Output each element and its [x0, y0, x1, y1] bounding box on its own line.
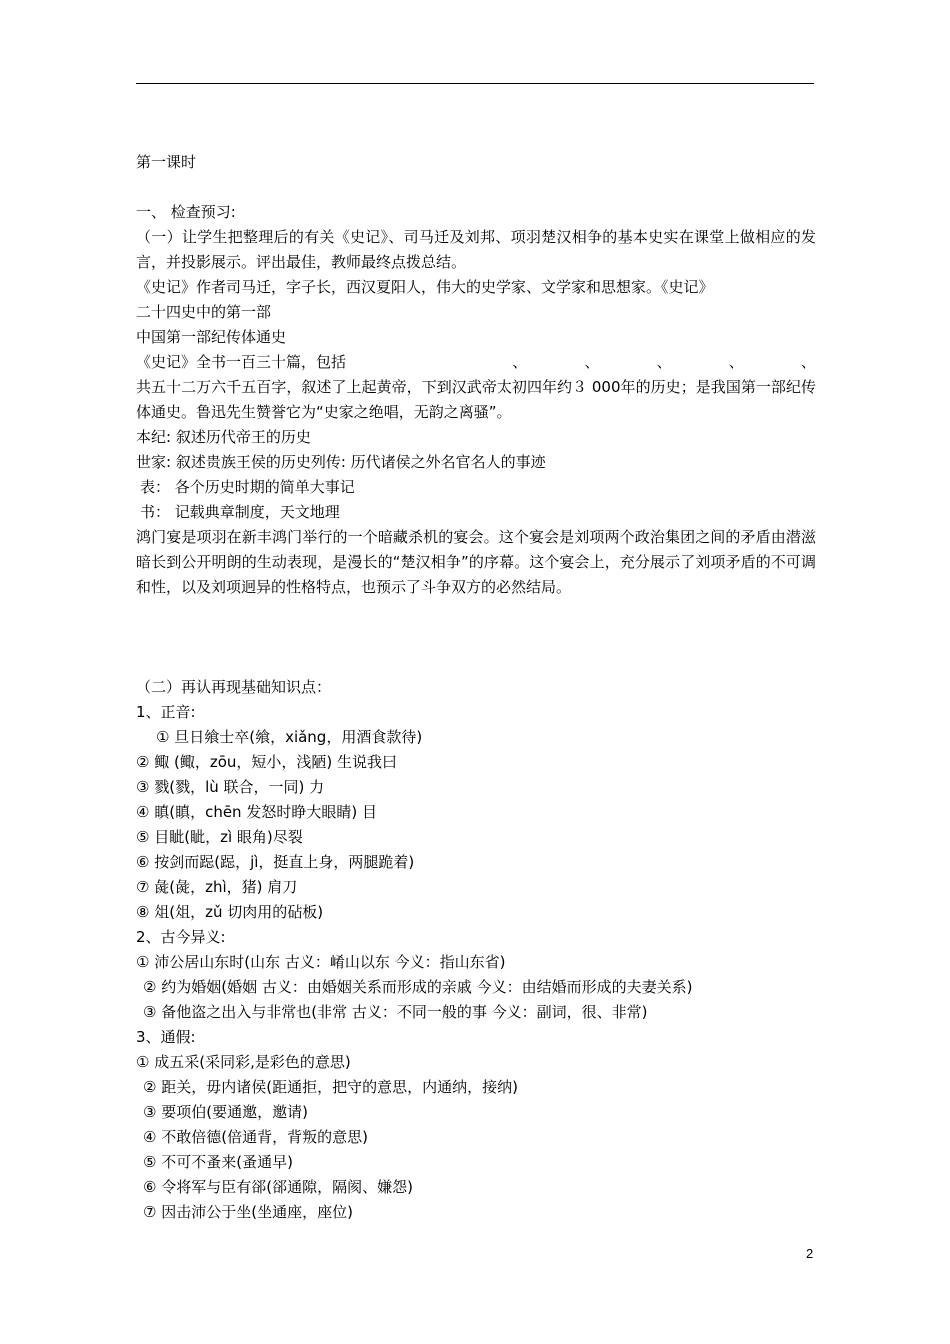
header-rule — [136, 83, 814, 84]
pronunciation-title: 1、正音: — [136, 703, 196, 721]
list-item: ② 距关，毋内诸侯(距通拒，把守的意思，内通纳，接纳) — [143, 1078, 518, 1096]
shiji-sections-row — [136, 350, 816, 375]
interchangeable-title: 3、通假: — [136, 1028, 196, 1046]
list-item: ① 成五采(采同彩,是彩色的意思) — [136, 1053, 351, 1071]
list-item: ③ 戮(戮，lù 联合，一同) 力 — [136, 778, 325, 796]
list-item: ① 沛公居山东时(山东 古义：崤山以东 今义：指山东省) — [136, 953, 506, 971]
list-item: ⑧ 俎(俎，zǔ 切肉用的砧板) — [136, 903, 324, 921]
list-item: ① 旦日飨士卒(飨，xiǎng，用酒食款待) — [156, 728, 423, 746]
sections-mark: 、 — [800, 353, 816, 371]
page-number: 2 — [806, 1246, 814, 1261]
sections-mark: 、 — [584, 353, 600, 371]
sections-mark: 、 — [728, 353, 744, 371]
first-general-history: 中国第一部纪传体通史 — [136, 328, 287, 346]
sections-mark: 、 — [512, 353, 528, 371]
list-item: ③ 备他盗之出入与非常也(非常 古义：不同一般的事 今义：副词，很、非常) — [143, 1003, 648, 1021]
shijia-line: 世家: 叙述贵族王侯的历史列传: 历代诸侯之外名官名人的事迹 — [136, 453, 546, 471]
shiji-sections-intro: 《史记》全书一百三十篇，包括 — [136, 353, 347, 371]
list-item: ② 鲰 (鲰，zōu，短小，浅陋) 生说我曰 — [136, 753, 398, 771]
list-item: ⑤ 不可不蚤来(蚤通早) — [143, 1153, 293, 1171]
biao-line: 表： 各个历史时期的简单大事记 — [140, 478, 355, 496]
sections-mark: 、 — [656, 353, 672, 371]
list-item: ③ 要项伯(要通邀，邀请) — [143, 1103, 308, 1121]
first-of-24-histories: 二十四史中的第一部 — [136, 303, 272, 321]
list-item: ⑥ 令将军与臣有郤(郤通隙，隔阂、嫌怨) — [143, 1178, 413, 1196]
shu-line: 书： 记载典章制度，天文地理 — [140, 503, 340, 521]
banquet-paragraph: 鸿门宴是项羽在新丰鸿门举行的一个暗藏杀机的宴会。这个宴会是刘项两个政治集团之间的矛盾由潜滋暗长到公开明朗的生动表现，是漫长的“楚汉相争”的序幕。这个宴会上，充分展示了刘项矛盾的不可调和性，以及刘项迥异的性格特点，也预示了斗争双方的必然结局。 — [136, 528, 816, 596]
list-item: ⑦ 彘(彘，zhì，猪) 肩刀 — [136, 878, 298, 896]
ancient-modern-title: 2、古今异义: — [136, 928, 226, 946]
benji-line: 本纪: 叙述历代帝王的历史 — [136, 428, 311, 446]
list-item: ⑤ 目眦(眦，zì 眼角)尽裂 — [136, 828, 303, 846]
section2-heading: （二）再认再现基础知识点： — [136, 678, 332, 696]
shiji-author: 《史记》作者司马迁，字子长，西汉夏阳人，伟大的史学家、文学家和思想家。《史记》 — [136, 278, 714, 296]
list-item: ⑥ 按剑而跽(跽，jì，挺直上身，两腿跪着) — [136, 853, 415, 871]
list-item: ⑦ 因击沛公于坐(坐通座，座位) — [143, 1203, 353, 1221]
preview-task: （一）让学生把整理后的有关《史记》、司马迁及刘邦、项羽楚汉相争的基本史实在课堂上做相应的发言，并投影展示。评出最佳，教师最终点拨总结。 — [136, 228, 816, 271]
shiji-summary: 共五十二万六千五百字，叙述了上起黄帝，下到汉武帝太初四年约３ 000年的历史；是我国第一部纪传体通史。鲁迅先生赞誉它为“史家之绝唱，无韵之离骚”。 — [136, 378, 816, 421]
list-item: ④ 不敢倍德(倍通背，背叛的意思) — [143, 1128, 368, 1146]
document-body — [136, 150, 816, 1225]
list-item: ④ 瞋(瞋，chēn 发怒时睁大眼睛) 目 — [136, 803, 377, 821]
lesson-title: 第一课时 — [136, 153, 197, 171]
section1-heading: 一、 检查预习: — [136, 203, 236, 221]
list-item: ② 约为婚姻(婚姻 古义：由婚姻关系而形成的亲戚 今义：由结婚而形成的夫妻关系) — [143, 978, 693, 996]
